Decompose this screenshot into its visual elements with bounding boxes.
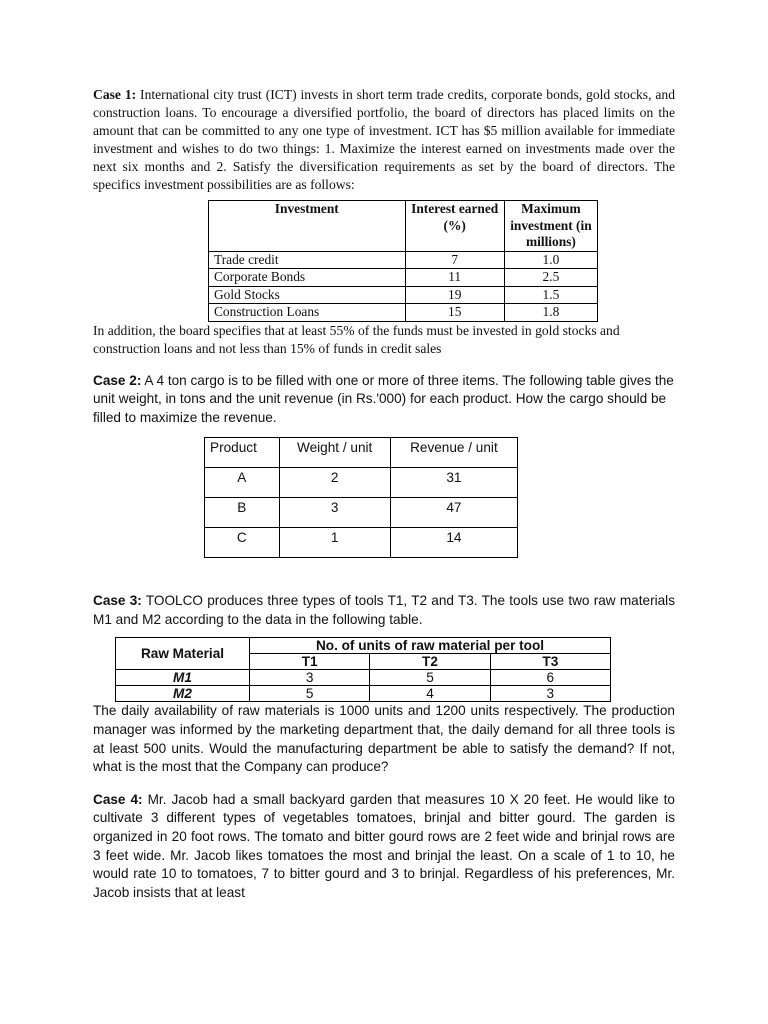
cell: 31 [390, 468, 517, 498]
table-row [209, 269, 598, 287]
header-investment: Investment [209, 201, 406, 252]
case2-text: A 4 ton cargo is to be filled with one or more of three items. The following table gives the unit weight, in tons and the unit revenue (in Rs.'000) for each product. How the cargo should be filled to maximize the revenue. [93, 372, 674, 425]
case4-paragraph [93, 791, 675, 903]
table-header-row [205, 438, 518, 468]
table-header-row [116, 638, 611, 654]
case1-text: International city trust (ICT) invests in short term trade credits, corporate bonds, gold stocks, and construction loans. To encourage a diversified portfolio, the board of directors has placed limits on the amount that can be committed to any one type of investment. ICT has $5 million available for immediate investment and wishes to do two things: 1. Maximize the interest earned on investments made over the next six months and 2. Satisfy the diversification requirements as set by the board of directors. The specifics investment possibilities are as follows: [93, 87, 675, 192]
cell: 3 [279, 498, 390, 528]
table-row [209, 251, 598, 269]
cell: B [205, 498, 280, 528]
cell: 1.8 [504, 304, 597, 322]
case1-label: Case 1: [93, 87, 137, 102]
case4-label: Case 4: [93, 791, 143, 807]
table-row [205, 498, 518, 528]
table-row [116, 686, 611, 702]
document-page [93, 86, 675, 902]
header-weight: Weight / unit [279, 438, 390, 468]
cell: 47 [390, 498, 517, 528]
case1-after-paragraph: In addition, the board specifies that at least 55% of the funds must be invested in gold stocks and construction loans and not less than 15% of funds in credit sales [93, 322, 620, 356]
cell: 5 [250, 686, 370, 702]
table-row [205, 528, 518, 558]
cell: 15 [405, 304, 504, 322]
case2-label: Case 2: [93, 372, 142, 388]
cell: M2 [116, 686, 250, 702]
cell: Trade credit [209, 251, 406, 269]
cell: 3 [490, 686, 610, 702]
table-row [116, 670, 611, 686]
cell: 14 [390, 528, 517, 558]
raw-material-table [115, 637, 611, 702]
header-product: Product [205, 438, 280, 468]
cell: 6 [490, 670, 610, 686]
cell: 1.0 [504, 251, 597, 269]
cell: 4 [370, 686, 490, 702]
case3-text: TOOLCO produces three types of tools T1, T2 and T3. The tools use two raw materials M1 and M2 according to the data in the following table. [93, 593, 675, 627]
cell: 1.5 [504, 286, 597, 304]
table-header-row [209, 201, 598, 252]
header-interest: Interest earned (%) [405, 201, 504, 252]
case3-after-paragraph: The daily availability of raw materials is 1000 units and 1200 units respectively. The production manager was informed by the marketing department that, the daily demand for all three tools is at least 500 units. Would the manufacturing department be able to satisfy the demand? If not, what is the most that the Company can produce? [93, 703, 675, 775]
cell: 19 [405, 286, 504, 304]
table-row [209, 304, 598, 322]
cell: 2.5 [504, 269, 597, 287]
header-t3: T3 [490, 654, 610, 670]
case3-paragraph [93, 592, 675, 629]
header-raw-material: Raw Material [116, 638, 250, 670]
cargo-table [204, 437, 518, 558]
cell: 11 [405, 269, 504, 287]
case1-paragraph [93, 86, 675, 194]
investment-table [208, 200, 598, 322]
cell: 7 [405, 251, 504, 269]
cell: A [205, 468, 280, 498]
cell: Corporate Bonds [209, 269, 406, 287]
header-max-investment: Maximum investment (in millions) [504, 201, 597, 252]
header-revenue: Revenue / unit [390, 438, 517, 468]
header-units-per-tool: No. of units of raw material per tool [250, 638, 611, 654]
cell: M1 [116, 670, 250, 686]
table-row [205, 468, 518, 498]
cell: Gold Stocks [209, 286, 406, 304]
cell: Construction Loans [209, 304, 406, 322]
cell: 1 [279, 528, 390, 558]
header-t1: T1 [250, 654, 370, 670]
table-row [209, 286, 598, 304]
cell: 2 [279, 468, 390, 498]
case3-label: Case 3: [93, 593, 142, 609]
cell: 3 [250, 670, 370, 686]
cell: 5 [370, 670, 490, 686]
case4-text: Mr. Jacob had a small backyard garden that measures 10 X 20 feet. He would like to cultivate 3 different types of vegetables tomatoes, brinjal and bitter gourd. The garden is organized in 20 foot rows. The tomato and bitter gourd rows are 2 feet wide and brinjal rows are 3 feet wide. Mr. Jacob likes tomatoes the most and brinjal the least. On a scale of 1 to 10, he would rate 10 to tomatoes, 7 to bitter gourd and 3 to brinjal. Regardless of his preferences, Mr. Jacob insists that at least [93, 791, 675, 900]
cell: C [205, 528, 280, 558]
case2-paragraph [93, 372, 675, 428]
header-t2: T2 [370, 654, 490, 670]
